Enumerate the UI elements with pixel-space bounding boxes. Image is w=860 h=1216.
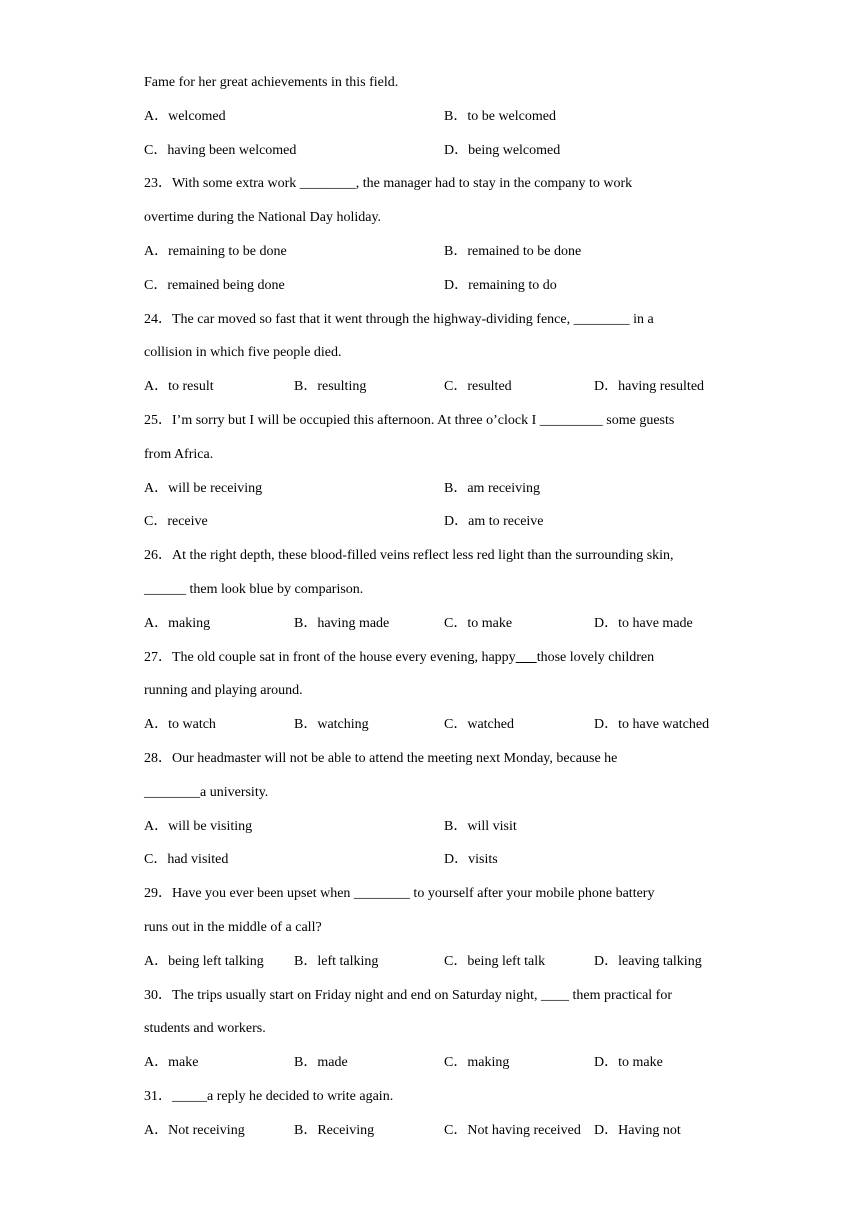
q31-option-c: C．Not having received (444, 1123, 581, 1138)
q28-option-c: C．had visited (144, 852, 229, 867)
q27-stem-start: 27．The old couple sat in front of the house every evening, happy (144, 650, 516, 665)
q22-option-c: C．having been welcomed (144, 143, 297, 158)
q24-option-a: A．to result (144, 379, 214, 394)
q24-option-d: D．having resulted (594, 379, 705, 394)
q25-option-a: A．will be receiving (144, 481, 263, 496)
q29-option-b: B．left talking (294, 954, 379, 969)
q22-stem-continued: Fame for her great achievements in this field. (144, 75, 399, 90)
q24-option-b: B．resulting (294, 379, 367, 394)
q29-stem-continued: runs out in the middle of a call? (144, 920, 322, 935)
q29-stem: 29．Have you ever been upset when ________ to yourself after your mobile phone battery (144, 886, 655, 901)
q25-option-b: B．am receiving (444, 481, 541, 496)
q28-option-b: B．will visit (444, 819, 517, 834)
q24-stem: 24．The car moved so fast that it went through the highway-dividing fence, ________ in a (144, 312, 654, 327)
q22-option-a: A．welcomed (144, 109, 226, 124)
q24-option-c: C．resulted (444, 379, 512, 394)
q29-option-a: A．being left talking (144, 954, 264, 969)
q30-stem-continued: students and workers. (144, 1021, 266, 1036)
q31-stem: 31．_____a reply he decided to write again. (144, 1089, 394, 1104)
q30-option-a: A．make (144, 1055, 199, 1070)
q27-option-b: B．watching (294, 717, 369, 732)
q27-option-d: D．to have watched (594, 717, 710, 732)
q31-option-d: D．Having not (594, 1123, 681, 1138)
q30-stem: 30．The trips usually start on Friday night and end on Saturday night, ____ them practical for (144, 988, 673, 1003)
q23-option-d: D．remaining to do (444, 278, 557, 293)
q27-stem-end: those lovely children (536, 650, 655, 665)
q28-option-a: A．will be visiting (144, 819, 253, 834)
q23-stem-continued: overtime during the National Day holiday. (144, 210, 382, 225)
q30-option-d: D．to make (594, 1055, 663, 1070)
q23-option-b: B．remained to be done (444, 244, 582, 259)
q26-stem: 26．At the right depth, these blood-filled veins reflect less red light than the surrounding skin, (144, 548, 674, 563)
q25-option-c: C．receive (144, 514, 208, 529)
q28-stem: 28．Our headmaster will not be able to attend the meeting next Monday, because he (144, 751, 618, 766)
q25-option-d: D．am to receive (444, 514, 544, 529)
q27-stem (144, 649, 654, 667)
q26-option-c: C．to make (444, 616, 513, 631)
q26-option-a: A．making (144, 616, 211, 631)
q26-stem-continued: ______ them look blue by comparison. (144, 582, 364, 597)
q27-blank (516, 650, 537, 665)
q28-option-d: D．visits (444, 852, 498, 867)
q25-stem-continued: from Africa. (144, 447, 214, 462)
q27-stem-continued: running and playing around. (144, 683, 303, 698)
q22-option-d: D．being welcomed (444, 143, 561, 158)
q31-option-b: B．Receiving (294, 1123, 375, 1138)
q23-stem: 23．With some extra work ________, the manager had to stay in the company to work (144, 176, 633, 191)
q27-option-c: C．watched (444, 717, 514, 732)
q31-option-a: A．Not receiving (144, 1123, 245, 1138)
q27-option-a: A．to watch (144, 717, 216, 732)
q24-stem-continued: collision in which five people died. (144, 345, 342, 360)
q23-option-a: A．remaining to be done (144, 244, 287, 259)
q23-option-c: C．remained being done (144, 278, 285, 293)
q29-option-d: D．leaving talking (594, 954, 702, 969)
q22-option-b: B．to be welcomed (444, 109, 556, 124)
q30-option-b: B．made (294, 1055, 348, 1070)
q29-option-c: C．being left talk (444, 954, 546, 969)
q26-option-d: D．to have made (594, 616, 693, 631)
q26-option-b: B．having made (294, 616, 390, 631)
q25-stem: 25．I’m sorry but I will be occupied this afternoon. At three o’clock I _________ some guests (144, 413, 675, 428)
q28-stem-continued: ________a university. (144, 785, 269, 800)
q30-option-c: C．making (444, 1055, 510, 1070)
